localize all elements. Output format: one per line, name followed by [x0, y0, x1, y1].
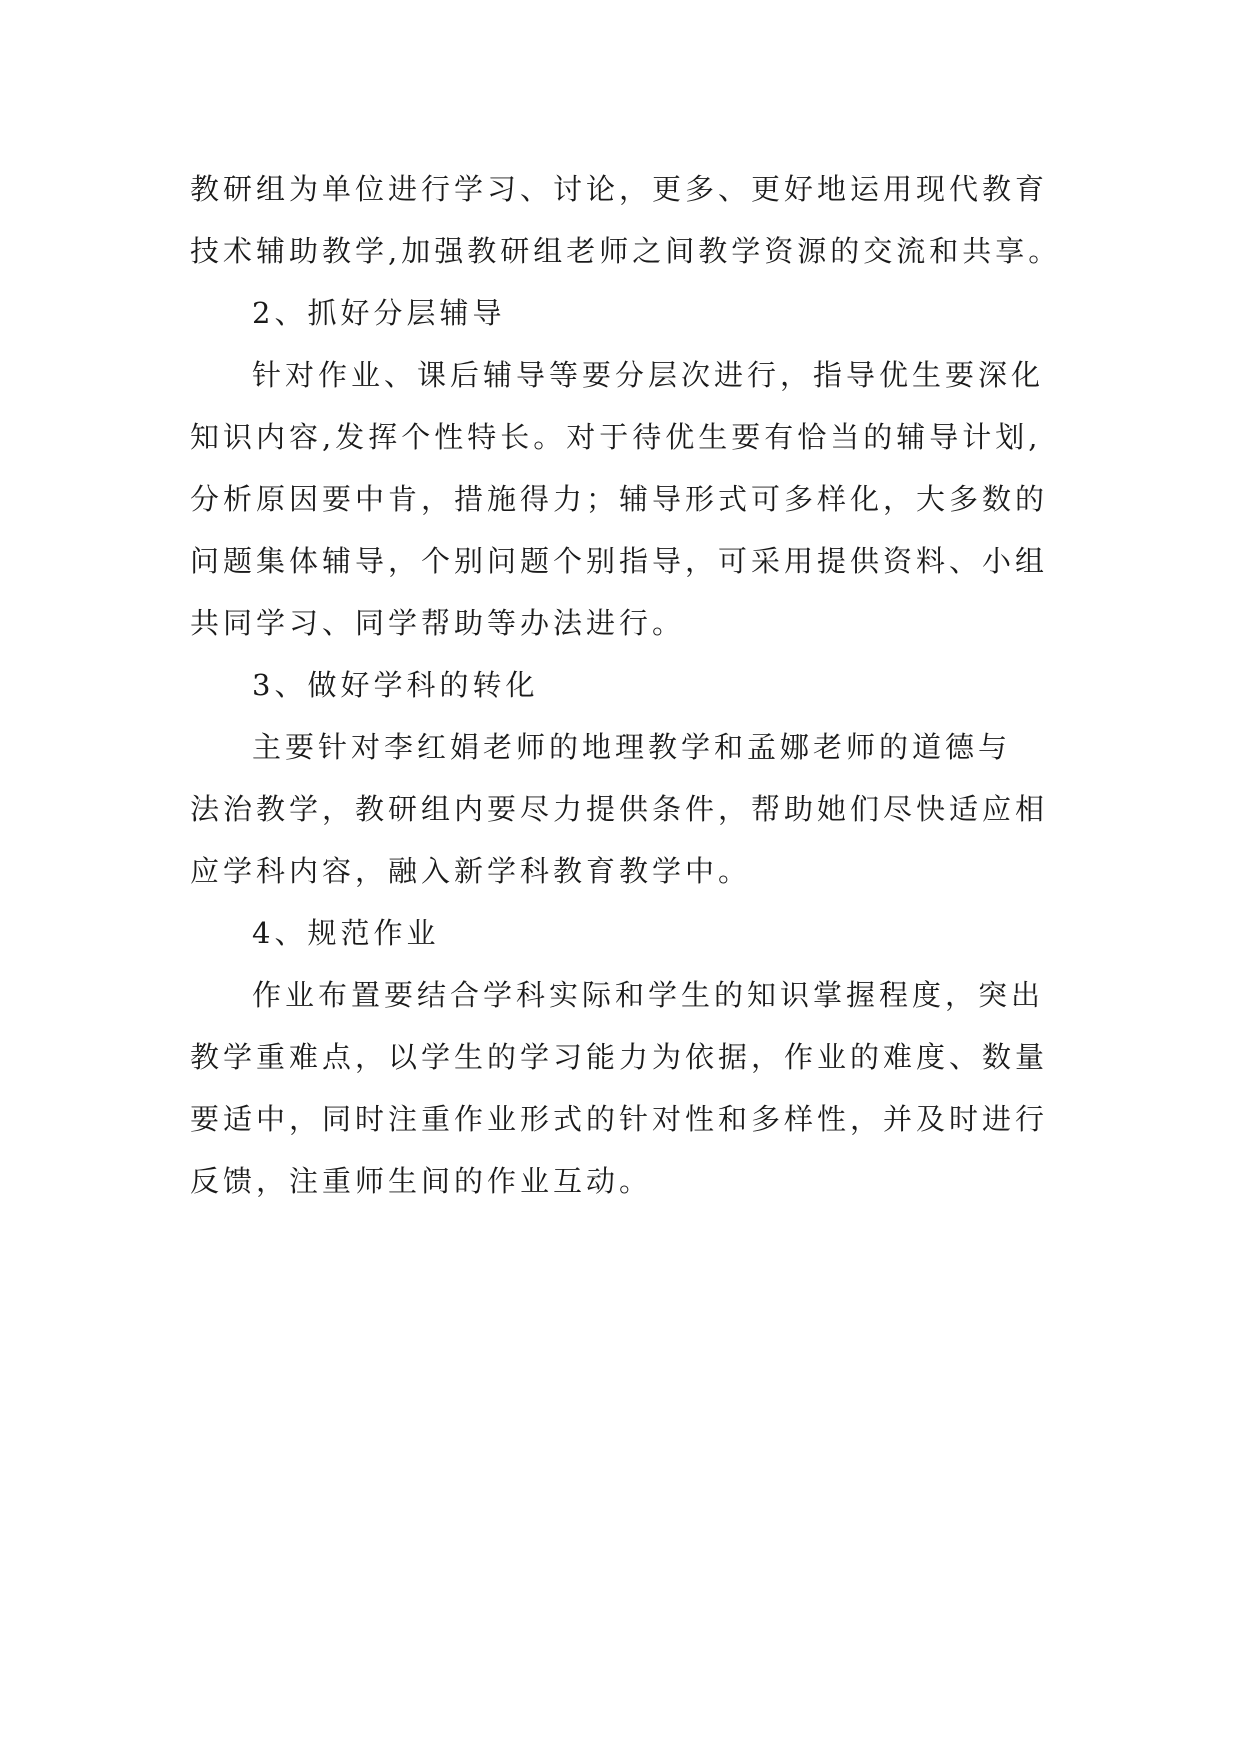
- text-line: 法治教学，教研组内要尽力提供条件，帮助她们尽快适应相: [190, 792, 1049, 826]
- text-line: 知识内容,发挥个性特长。对于待优生要有恰当的辅导计划,: [190, 420, 1042, 454]
- text-line: 教学重难点，以学生的学习能力为依据，作业的难度、数量: [190, 1040, 1049, 1074]
- text-line: 分析原因要中肯，措施得力；辅导形式可多样化，大多数的: [190, 482, 1049, 516]
- text-line: 反馈，注重师生间的作业互动。: [190, 1164, 653, 1198]
- text-line: 技术辅助教学,加强教研组老师之间教学资源的交流和共享。: [190, 234, 1062, 268]
- text-line: 要适中，同时注重作业形式的针对性和多样性，并及时进行: [190, 1102, 1049, 1136]
- text-line: 问题集体辅导，个别问题个别指导，可采用提供资料、小组: [190, 544, 1049, 578]
- document-body: [190, 158, 1090, 1212]
- text-line: 教研组为单位进行学习、讨论，更多、更好地运用现代教育: [190, 172, 1049, 206]
- text-line: 共同学习、同学帮助等办法进行。: [190, 606, 686, 640]
- text-line: 应学科内容，融入新学科教育教学中。: [190, 854, 752, 888]
- text-line: 作业布置要结合学科实际和学生的知识掌握程度，突出: [252, 978, 1045, 1012]
- text-line: 主要针对李红娟老师的地理教学和孟娜老师的道德与: [252, 730, 1012, 764]
- section-heading: 4、规范作业: [252, 916, 440, 950]
- text-line: 针对作业、课后辅导等要分层次进行，指导优生要深化: [252, 358, 1045, 392]
- section-heading: 3、做好学科的转化: [252, 668, 539, 702]
- section-heading: 2、抓好分层辅导: [252, 296, 506, 330]
